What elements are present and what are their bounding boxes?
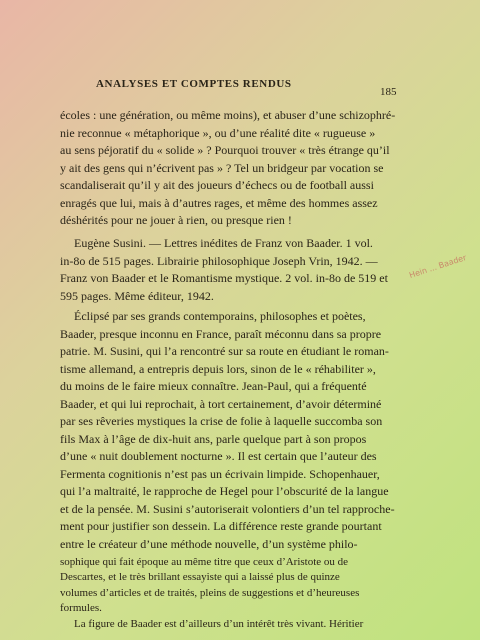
handwritten-margin-note: Hein ... Baader: [408, 253, 468, 280]
text-line: La figure de Baader est d’ailleurs d’un intérêt très vivant. Héritier: [74, 618, 364, 630]
text-line: nie reconnue « métaphorique », ou d’une réalité dite « rugueuse »: [60, 125, 376, 140]
text-line: Fermenta cognitionis n’est pas un écrivain limpide. Schopenhauer,: [60, 466, 380, 481]
text-line: Éclipsé par ses grands contemporains, philosophes et poètes,: [74, 309, 366, 323]
page-number: 185: [380, 86, 397, 98]
text-line: déshérités pour ne jouer à rien, ou presque rien !: [60, 213, 292, 227]
review-paragraph-small: [60, 555, 406, 617]
text-line: formules.: [60, 602, 102, 615]
text-line: Baader, et qui lui reprochait, à tort certainement, d’avoir déterminé: [60, 396, 382, 411]
text-line: et de la pensée. M. Susini s’autoriserait volontiers d’un tel rapproche-: [60, 501, 395, 516]
text-line: par ses rêveries mystiques la crise de folie à laquelle succomba son: [60, 414, 383, 428]
text-line: volumes d’articles et de traités, pleins de suggestions et d’heureuses: [60, 586, 360, 599]
text-line: sophique qui fait époque au même titre que ceux d’Aristote ou de: [60, 556, 349, 568]
review-paragraph: [60, 308, 406, 553]
text-line: y ait des gens qui n’écrivent pas » ? Tel un bridgeur par vocation se: [60, 160, 384, 175]
text-line: au sens péjoratif du « solide » ? Pourquoi trouver « très étrange qu’il: [60, 143, 390, 157]
text-line: ment pour justifier son dessein. La différence reste grande pourtant: [60, 519, 382, 533]
text-line: tisme allemand, a entrepris depuis lors, sinon de le « réhabiliter »,: [60, 361, 376, 376]
text-line: écoles : une génération, ou même moins), et abuser d’une schizophré-: [60, 108, 396, 122]
paragraph-figure: [60, 617, 406, 632]
text-line: Baader, presque inconnu en France, paraît méconnu dans sa propre: [60, 326, 382, 341]
paragraph-continued: [60, 107, 406, 230]
text-line: qui l’a maltraité, le rapproche de Hegel pour l’obscurité de la langue: [60, 484, 389, 498]
text-line: du moins de le faire mieux connaître. Jean-Paul, qui a fréquenté: [60, 379, 367, 393]
text-line: Descartes, et le très brillant essayiste qui a laissé plus de quinze: [60, 571, 340, 584]
text-line: Franz von Baader et le Romantisme mystique. 2 vol. in-8o de 519 et: [60, 271, 388, 285]
text-line: d’une « nuit doublement nocturne ». Il est certain que l’auteur des: [60, 449, 377, 463]
running-header: ANALYSES ET COMPTES RENDUS: [96, 78, 292, 90]
text-line: 595 pages. Même éditeur, 1942.: [60, 288, 214, 303]
text-line: in-8o de 515 pages. Librairie philosophique Joseph Vrin, 1942. —: [60, 253, 378, 268]
text-line: patrie. M. Susini, qui l’a rencontré sur sa route en étudiant le roman-: [60, 344, 389, 358]
text-line: entre le créateur d’une méthode nouvelle, d’un système philo-: [60, 536, 358, 551]
book-citation: [60, 235, 406, 305]
text-line: enragés que lui, mais à d’autres rages, et même des hommes assez: [60, 195, 378, 210]
text-line: fils Max à l’âge de dix-huit ans, parle quelque part à son propos: [60, 431, 367, 446]
text-line: Eugène Susini. — Lettres inédites de Franz von Baader. 1 vol.: [74, 236, 373, 250]
text-line: scandaliserait qu’il y ait des joueurs d’échecs ou de football aussi: [60, 178, 374, 192]
